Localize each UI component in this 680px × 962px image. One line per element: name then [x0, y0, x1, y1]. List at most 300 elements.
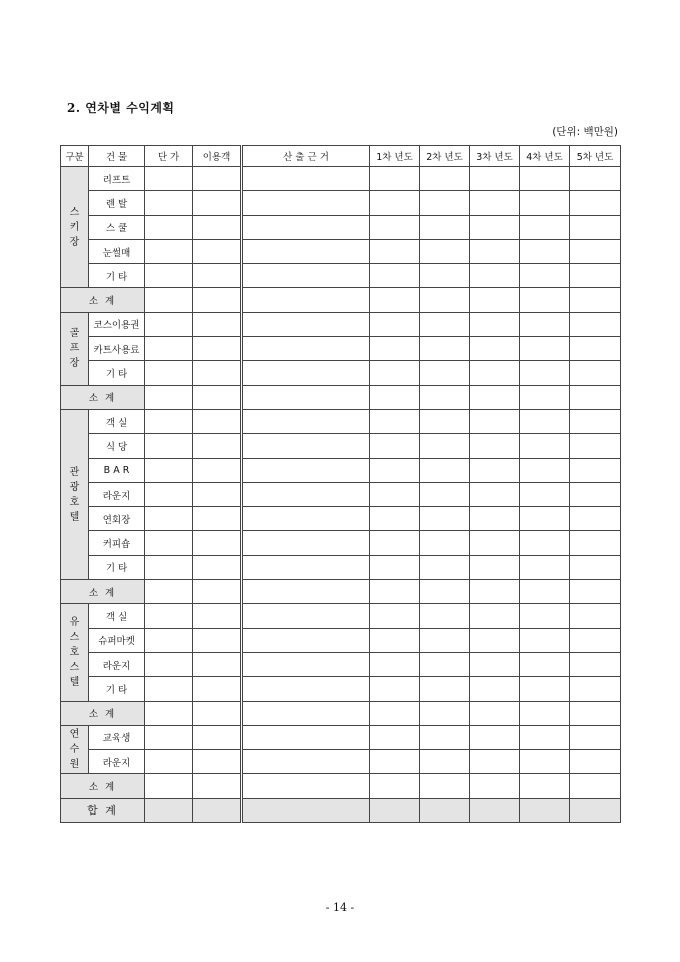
value-cell: [420, 652, 470, 676]
value-cell: [520, 725, 570, 749]
group-label: [61, 725, 89, 774]
group-label-char: 관: [69, 466, 80, 478]
value-cell: [370, 361, 420, 385]
value-cell: [520, 677, 570, 701]
value-cell: [242, 434, 370, 458]
header-year-1: 1차 년도: [370, 146, 420, 167]
item-name: 식 당: [89, 434, 145, 458]
value-cell: [370, 555, 420, 579]
value-cell: [520, 482, 570, 506]
value-cell: [420, 264, 470, 288]
item-name: 기 타: [89, 264, 145, 288]
value-cell: [570, 239, 621, 263]
value-cell: [193, 798, 242, 822]
value-cell: [420, 677, 470, 701]
value-cell: [470, 191, 520, 215]
value-cell: [570, 167, 621, 191]
table-row: [61, 434, 621, 458]
item-name: 카트사용료: [89, 337, 145, 361]
group-label-char: 장: [69, 236, 80, 248]
value-cell: [570, 531, 621, 555]
table-row: [61, 239, 621, 263]
header-year-5: 5차 년도: [570, 146, 621, 167]
group-label-char: 스: [69, 631, 80, 643]
value-cell: [242, 385, 370, 409]
group-label-char: 장: [69, 358, 80, 370]
group-label: [61, 604, 89, 701]
table-row: [61, 507, 621, 531]
value-cell: [420, 167, 470, 191]
subtotal-row: [61, 385, 621, 409]
value-cell: [242, 337, 370, 361]
value-cell: [520, 167, 570, 191]
value-cell: [570, 555, 621, 579]
value-cell: [520, 215, 570, 239]
value-cell: [193, 580, 242, 604]
value-cell: [420, 215, 470, 239]
value-cell: [470, 337, 520, 361]
value-cell: [420, 434, 470, 458]
header-year-2: 2차 년도: [420, 146, 470, 167]
revenue-plan-table: [60, 145, 621, 823]
value-cell: [193, 628, 242, 652]
value-cell: [470, 264, 520, 288]
value-cell: [420, 409, 470, 433]
value-cell: [145, 434, 193, 458]
value-cell: [520, 312, 570, 336]
value-cell: [570, 264, 621, 288]
value-cell: [242, 580, 370, 604]
value-cell: [570, 507, 621, 531]
value-cell: [420, 312, 470, 336]
value-cell: [420, 798, 470, 822]
value-cell: [145, 604, 193, 628]
value-cell: [145, 458, 193, 482]
value-cell: [570, 482, 621, 506]
header-item: 건 물: [89, 146, 145, 167]
table-body: [61, 167, 621, 823]
value-cell: [145, 409, 193, 433]
value-cell: [370, 531, 420, 555]
value-cell: [370, 750, 420, 774]
value-cell: [470, 725, 520, 749]
item-name: 교육생: [89, 725, 145, 749]
value-cell: [520, 652, 570, 676]
value-cell: [145, 555, 193, 579]
value-cell: [520, 750, 570, 774]
value-cell: [420, 507, 470, 531]
header-category: 구분: [61, 146, 89, 167]
value-cell: [242, 774, 370, 798]
value-cell: [370, 191, 420, 215]
value-cell: [520, 507, 570, 531]
value-cell: [370, 312, 420, 336]
value-cell: [520, 701, 570, 725]
value-cell: [420, 482, 470, 506]
item-name: 슈퍼마켓: [89, 628, 145, 652]
value-cell: [420, 580, 470, 604]
value-cell: [570, 652, 621, 676]
value-cell: [370, 434, 420, 458]
value-cell: [570, 288, 621, 312]
subtotal-label: 소 계: [61, 701, 145, 725]
table-row: [61, 555, 621, 579]
group-label-char: 골: [69, 328, 80, 340]
subtotal-row: [61, 580, 621, 604]
table-row: [61, 409, 621, 433]
value-cell: [570, 434, 621, 458]
table-row: [61, 482, 621, 506]
value-cell: [242, 531, 370, 555]
value-cell: [145, 361, 193, 385]
value-cell: [570, 458, 621, 482]
table-row: [61, 458, 621, 482]
item-name: 라운지: [89, 482, 145, 506]
item-name: 객 실: [89, 409, 145, 433]
value-cell: [242, 288, 370, 312]
value-cell: [145, 264, 193, 288]
value-cell: [242, 361, 370, 385]
group-label-char: 스: [69, 661, 80, 673]
value-cell: [242, 652, 370, 676]
value-cell: [570, 677, 621, 701]
value-cell: [193, 337, 242, 361]
group-label: [61, 312, 89, 385]
value-cell: [193, 239, 242, 263]
header-year-4: 4차 년도: [520, 146, 570, 167]
value-cell: [470, 507, 520, 531]
value-cell: [145, 385, 193, 409]
value-cell: [420, 750, 470, 774]
value-cell: [520, 798, 570, 822]
value-cell: [470, 531, 520, 555]
value-cell: [370, 288, 420, 312]
subtotal-label: 소 계: [61, 774, 145, 798]
value-cell: [570, 337, 621, 361]
value-cell: [470, 167, 520, 191]
value-cell: [145, 482, 193, 506]
table-row: [61, 264, 621, 288]
group-label: [61, 409, 89, 579]
value-cell: [470, 288, 520, 312]
value-cell: [520, 555, 570, 579]
item-name: 스 쿨: [89, 215, 145, 239]
value-cell: [470, 555, 520, 579]
value-cell: [570, 312, 621, 336]
value-cell: [420, 725, 470, 749]
value-cell: [145, 580, 193, 604]
value-cell: [520, 531, 570, 555]
group-label-char: 텔: [69, 676, 80, 688]
item-name: 기 타: [89, 361, 145, 385]
value-cell: [242, 167, 370, 191]
value-cell: [370, 507, 420, 531]
table-row: [61, 312, 621, 336]
value-cell: [145, 725, 193, 749]
value-cell: [420, 628, 470, 652]
value-cell: [570, 385, 621, 409]
group-label-char: 연: [69, 729, 80, 741]
item-name: 커피숍: [89, 531, 145, 555]
table-row: [61, 652, 621, 676]
value-cell: [193, 167, 242, 191]
value-cell: [370, 774, 420, 798]
value-cell: [193, 312, 242, 336]
value-cell: [420, 458, 470, 482]
value-cell: [520, 337, 570, 361]
value-cell: [242, 750, 370, 774]
value-cell: [370, 725, 420, 749]
value-cell: [570, 604, 621, 628]
value-cell: [470, 701, 520, 725]
table-row: [61, 725, 621, 749]
item-name: 연회장: [89, 507, 145, 531]
value-cell: [570, 409, 621, 433]
value-cell: [193, 652, 242, 676]
value-cell: [145, 167, 193, 191]
value-cell: [242, 215, 370, 239]
group-label-char: 프: [69, 343, 80, 355]
value-cell: [470, 482, 520, 506]
table-row: [61, 628, 621, 652]
value-cell: [370, 409, 420, 433]
value-cell: [242, 482, 370, 506]
item-name: 리프트: [89, 167, 145, 191]
value-cell: [470, 361, 520, 385]
unit-label: (단위: 백만원): [552, 126, 618, 138]
value-cell: [570, 628, 621, 652]
group-label-char: 텔: [69, 511, 80, 523]
value-cell: [570, 580, 621, 604]
value-cell: [470, 385, 520, 409]
value-cell: [145, 652, 193, 676]
value-cell: [242, 264, 370, 288]
value-cell: [570, 191, 621, 215]
value-cell: [570, 750, 621, 774]
value-cell: [570, 725, 621, 749]
value-cell: [470, 458, 520, 482]
value-cell: [520, 409, 570, 433]
value-cell: [420, 288, 470, 312]
table-row: [61, 215, 621, 239]
value-cell: [242, 555, 370, 579]
value-cell: [145, 750, 193, 774]
value-cell: [242, 458, 370, 482]
value-cell: [520, 628, 570, 652]
item-name: 코스이용권: [89, 312, 145, 336]
value-cell: [470, 409, 520, 433]
value-cell: [520, 288, 570, 312]
item-name: 기 타: [89, 555, 145, 579]
value-cell: [145, 507, 193, 531]
total-row: [61, 798, 621, 822]
value-cell: [370, 385, 420, 409]
value-cell: [193, 677, 242, 701]
item-name: B A R: [89, 458, 145, 482]
subtotal-row: [61, 774, 621, 798]
value-cell: [193, 555, 242, 579]
value-cell: [145, 531, 193, 555]
value-cell: [370, 604, 420, 628]
table-row: [61, 750, 621, 774]
value-cell: [242, 677, 370, 701]
value-cell: [420, 385, 470, 409]
value-cell: [193, 434, 242, 458]
value-cell: [520, 434, 570, 458]
value-cell: [193, 507, 242, 531]
group-label-char: 키: [69, 221, 80, 233]
value-cell: [470, 604, 520, 628]
value-cell: [242, 725, 370, 749]
value-cell: [242, 604, 370, 628]
value-cell: [370, 628, 420, 652]
value-cell: [370, 580, 420, 604]
value-cell: [193, 725, 242, 749]
value-cell: [470, 580, 520, 604]
value-cell: [520, 385, 570, 409]
section-title: 2. 연차별 수익계획: [67, 101, 175, 115]
subtotal-label: 소 계: [61, 580, 145, 604]
value-cell: [242, 798, 370, 822]
value-cell: [520, 604, 570, 628]
value-cell: [242, 701, 370, 725]
subtotal-label: 소 계: [61, 288, 145, 312]
value-cell: [145, 215, 193, 239]
header-unit-price: 단 가: [145, 146, 193, 167]
value-cell: [420, 337, 470, 361]
value-cell: [242, 239, 370, 263]
value-cell: [242, 507, 370, 531]
header-row: [61, 146, 621, 167]
value-cell: [145, 798, 193, 822]
header-usage: 이용객: [193, 146, 242, 167]
value-cell: [570, 774, 621, 798]
value-cell: [193, 458, 242, 482]
value-cell: [145, 701, 193, 725]
value-cell: [145, 774, 193, 798]
group-label-char: 유: [69, 616, 80, 628]
value-cell: [370, 701, 420, 725]
value-cell: [193, 409, 242, 433]
value-cell: [242, 409, 370, 433]
value-cell: [193, 215, 242, 239]
value-cell: [193, 701, 242, 725]
subtotal-row: [61, 701, 621, 725]
value-cell: [242, 312, 370, 336]
value-cell: [420, 555, 470, 579]
value-cell: [370, 264, 420, 288]
value-cell: [520, 774, 570, 798]
value-cell: [242, 191, 370, 215]
group-label-char: 스: [69, 206, 80, 218]
value-cell: [420, 361, 470, 385]
value-cell: [570, 798, 621, 822]
table-row: [61, 167, 621, 191]
value-cell: [145, 191, 193, 215]
value-cell: [520, 580, 570, 604]
value-cell: [520, 191, 570, 215]
value-cell: [520, 264, 570, 288]
value-cell: [570, 215, 621, 239]
value-cell: [370, 458, 420, 482]
value-cell: [370, 677, 420, 701]
value-cell: [520, 239, 570, 263]
table-row: [61, 191, 621, 215]
value-cell: [470, 628, 520, 652]
group-label-char: 호: [69, 646, 80, 658]
value-cell: [420, 239, 470, 263]
value-cell: [370, 482, 420, 506]
value-cell: [570, 701, 621, 725]
value-cell: [420, 531, 470, 555]
value-cell: [145, 677, 193, 701]
value-cell: [193, 482, 242, 506]
value-cell: [420, 774, 470, 798]
value-cell: [370, 798, 420, 822]
value-cell: [470, 774, 520, 798]
value-cell: [370, 167, 420, 191]
value-cell: [420, 701, 470, 725]
item-name: 렌 탈: [89, 191, 145, 215]
group-label: [61, 167, 89, 288]
item-name: 기 타: [89, 677, 145, 701]
value-cell: [470, 434, 520, 458]
value-cell: [193, 264, 242, 288]
value-cell: [470, 239, 520, 263]
value-cell: [193, 361, 242, 385]
value-cell: [520, 458, 570, 482]
value-cell: [370, 239, 420, 263]
header-basis: 산 출 근 거: [242, 146, 370, 167]
total-label: 합 계: [61, 798, 145, 822]
value-cell: [470, 312, 520, 336]
value-cell: [145, 239, 193, 263]
value-cell: [193, 531, 242, 555]
value-cell: [420, 191, 470, 215]
value-cell: [570, 361, 621, 385]
value-cell: [193, 774, 242, 798]
value-cell: [520, 361, 570, 385]
value-cell: [145, 312, 193, 336]
value-cell: [470, 798, 520, 822]
group-label-char: 광: [69, 481, 80, 493]
value-cell: [145, 337, 193, 361]
value-cell: [470, 677, 520, 701]
value-cell: [470, 652, 520, 676]
subtotal-row: [61, 288, 621, 312]
item-name: 라운지: [89, 652, 145, 676]
value-cell: [370, 652, 420, 676]
value-cell: [145, 628, 193, 652]
value-cell: [193, 750, 242, 774]
header-year-3: 3차 년도: [470, 146, 520, 167]
value-cell: [193, 288, 242, 312]
value-cell: [470, 750, 520, 774]
table-row: [61, 677, 621, 701]
table-row: [61, 337, 621, 361]
table-row: [61, 361, 621, 385]
group-label-char: 호: [69, 496, 80, 508]
value-cell: [242, 628, 370, 652]
group-label-char: 원: [69, 759, 80, 771]
item-name: 객 실: [89, 604, 145, 628]
item-name: 라운지: [89, 750, 145, 774]
table-row: [61, 604, 621, 628]
value-cell: [470, 215, 520, 239]
value-cell: [193, 191, 242, 215]
value-cell: [420, 604, 470, 628]
value-cell: [193, 385, 242, 409]
